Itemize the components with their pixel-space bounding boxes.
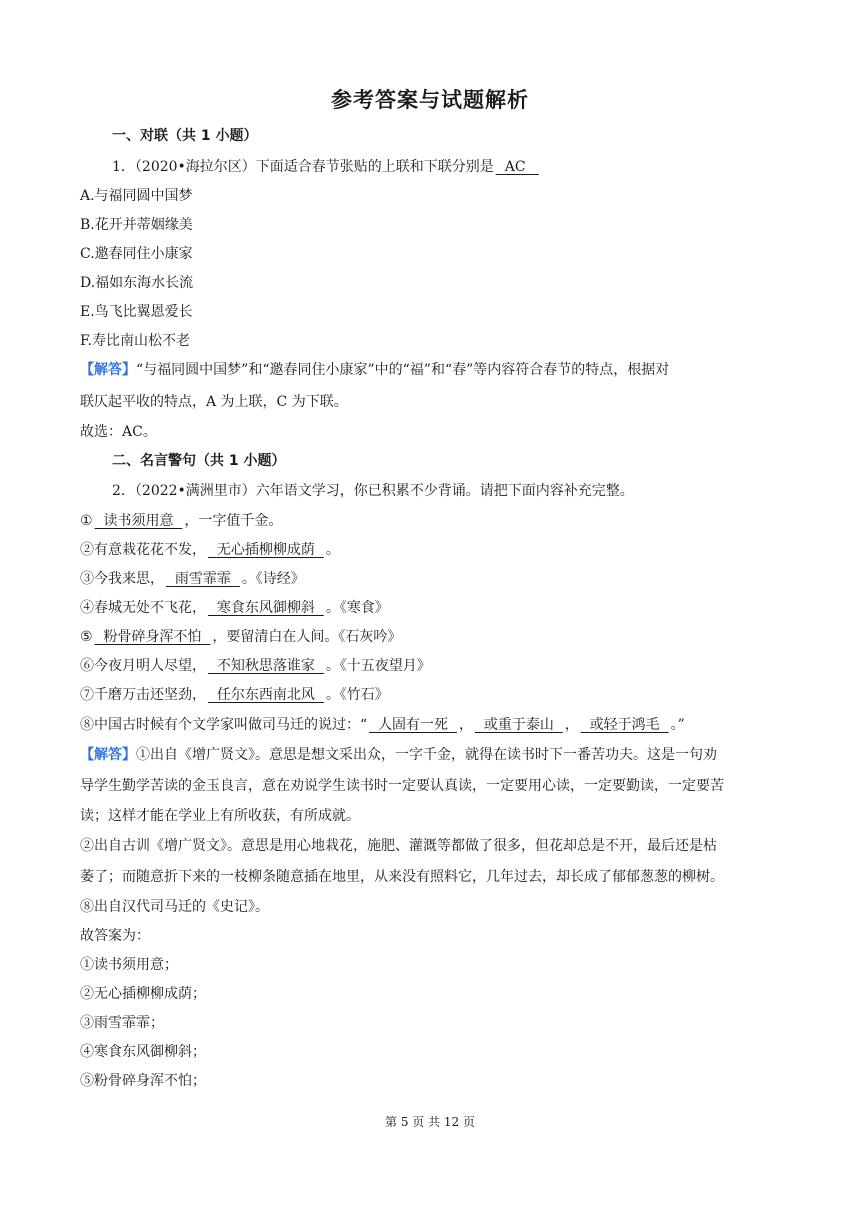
- fill-answer: 雨雪霏霏: [174, 571, 231, 587]
- fill-item-4: ④春城无处不飞花， 寒食东风御柳斜 。《寒食》: [80, 600, 389, 616]
- explanation-label: 【解答】: [80, 747, 136, 763]
- page-title: 参考答案与试题解析: [331, 88, 529, 112]
- fill-item-7: ⑦千磨万击还坚劲， 任尔东西南北风 。《竹石》: [80, 687, 389, 703]
- answer-list-item: ②无心插柳柳成荫；: [80, 986, 206, 1002]
- fill-answer: 寒食东风御柳斜: [216, 600, 315, 616]
- question-1: [112, 157, 541, 177]
- option-b: B.花开并蒂姻缘美: [80, 217, 193, 233]
- explanation-2-line-1: 【解答】①出自《增广贤文》。意思是想文采出众，一字千金，就得在读书时下一番苦功夫。这是一句劝: [80, 747, 717, 763]
- answer-list-item: ⑤粉骨碎身浑不怕；: [80, 1073, 206, 1089]
- explanation-2-line-3: 读；这样才能在学业上有所收获，有所成就。: [80, 808, 360, 824]
- fill-answer: 或重于泰山: [483, 717, 554, 733]
- conclusion-1: 故选：AC。: [80, 424, 157, 440]
- explanation-1-line-2: 联仄起平收的特点，A 为上联，C 为下联。: [80, 394, 348, 410]
- explanation-2-line-5: 萎了；而随意折下来的一枝柳条随意插在地里，从来没有照料它，几年过去，却长成了郁郁葱葱的柳树。: [80, 869, 724, 885]
- option-f: F.寿比南山松不老: [80, 333, 190, 349]
- option-e: E.鸟飞比翼恩爱长: [80, 304, 193, 320]
- answer-list-item: ④寒食东风御柳斜；: [80, 1044, 206, 1060]
- fill-item-1: ① 读书须用意 ，一字值千金。: [80, 513, 283, 529]
- fill-answer: 不知秋思落谁家: [216, 658, 315, 674]
- fill-item-2: ②有意栽花花不发， 无心插柳柳成荫 。: [80, 542, 340, 558]
- fill-item-8: ⑧中国古时候有个文学家叫做司马迁的说过：“ 人固有一死 ， 或重于泰山 ， 或轻于鸿毛 。”: [80, 717, 685, 733]
- explanation-2-line-2: 导学生勤学苦读的金玉良言，意在劝说学生读书时一定要认真读，一定要用心读，一定要勤读，一定要苦: [80, 778, 724, 794]
- question-1-text: 1．（2020•海拉尔区）下面适合春节张贴的上联和下联分别是: [112, 159, 494, 175]
- option-c: C.邀春同住小康家: [80, 246, 193, 262]
- explanation-label: 【解答】: [80, 362, 136, 378]
- fill-answer: 读书须用意: [103, 513, 174, 529]
- question-1-answer: AC: [504, 159, 526, 175]
- fill-answer: 任尔东西南北风: [216, 687, 315, 703]
- fill-answer: 粉骨碎身浑不怕: [103, 629, 202, 645]
- fill-answer: 无心插柳柳成荫: [216, 542, 315, 558]
- explanation-2-line-4: ②出自古训《增广贤文》。意思是用心地栽花，施肥、灌溉等都做了很多，但花却总是不开，最后还是枯: [80, 838, 717, 854]
- answer-list-item: ①读书须用意；: [80, 957, 178, 973]
- option-d: D.福如东海水长流: [80, 275, 194, 291]
- fill-answer: 人固有一死: [378, 717, 449, 733]
- explanation-2-line-6: ⑧出自汉代司马迁的《史记》。: [80, 899, 269, 915]
- question-2: 2．（2022•满洲里市）六年语文学习，你已积累不少背诵。请把下面内容补充完整。: [112, 483, 634, 499]
- fill-answer: 或轻于鸿毛: [589, 717, 660, 733]
- answer-list-item: ③雨雪霏霏；: [80, 1015, 164, 1031]
- section-heading-couplet: 一、对联（共 1 小题）: [112, 128, 258, 144]
- page-footer: 第 5 页 共 12 页: [385, 1115, 475, 1129]
- fill-item-6: ⑥今夜月明人尽望， 不知秋思落谁家 。《十五夜望月》: [80, 658, 431, 674]
- section-heading-quotes: 二、名言警句（共 1 小题）: [112, 453, 286, 469]
- answer-intro: 故答案为：: [80, 928, 150, 944]
- option-a: A.与福同圆中国梦: [80, 188, 193, 204]
- fill-item-3: ③今我来思， 雨雪霏霏 。《诗经》: [80, 571, 305, 587]
- explanation-1-line-1: 【解答】“与福同圆中国梦”和“邀春同住小康家”中的“福”和“春”等内容符合春节的特点，根据对: [80, 362, 670, 378]
- fill-item-5: ⑤ 粉骨碎身浑不怕 ，要留清白在人间。《石灰吟》: [80, 629, 402, 645]
